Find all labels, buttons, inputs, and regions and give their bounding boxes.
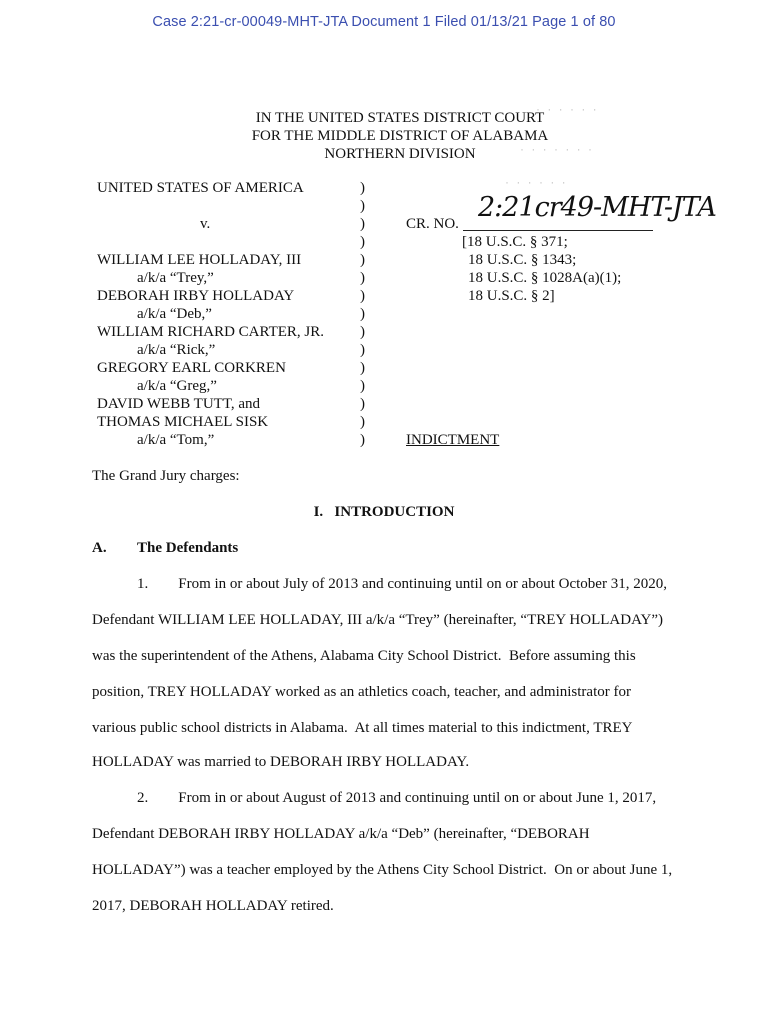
caption-versus: v. — [200, 216, 211, 232]
cr-number-underline — [463, 230, 653, 231]
paragraph-2-line: 2017, DEBORAH HOLLADAY retired. — [92, 898, 334, 914]
caption-paren: ) — [360, 252, 365, 268]
statute-citation: 18 U.S.C. § 2] — [468, 288, 555, 304]
caption-paren: ) — [360, 198, 365, 214]
subsection-letter: A. — [92, 540, 107, 556]
caption-paren: ) — [360, 306, 365, 322]
paragraph-2-line: Defendant DEBORAH IRBY HOLLADAY a/k/a “Deb” (hereinafter, “DEBORAH — [92, 826, 590, 842]
grand-jury-charges: The Grand Jury charges: — [92, 468, 240, 484]
paragraph-1-line: Defendant WILLIAM LEE HOLLADAY, III a/k/a “Trey” (hereinafter, “TREY HOLLADAY”) — [92, 612, 664, 628]
filing-stamp-mark: · · · · · · · — [520, 142, 594, 156]
caption-paren: ) — [360, 360, 365, 376]
caption-plaintiff: UNITED STATES OF AMERICA — [97, 180, 304, 196]
caption-paren: ) — [360, 270, 365, 286]
defendant-name: GREGORY EARL CORKREN — [97, 360, 286, 376]
court-line-2: FOR THE MIDDLE DISTRICT OF ALABAMA — [251, 128, 549, 144]
defendant-name: WILLIAM RICHARD CARTER, JR. — [97, 324, 325, 340]
defendant-name: DEBORAH IRBY HOLLADAY — [97, 288, 295, 304]
ecf-filing-header: Case 2:21-cr-00049-MHT-JTA Document 1 Filed 01/13/21 Page 1 of 80 — [152, 14, 616, 30]
paragraph-1-line: HOLLADAY was married to DEBORAH IRBY HOLLADAY. — [92, 754, 470, 770]
paragraph-1-line: various public school districts in Alabama. At all times material to this indictment, TREY — [92, 720, 633, 736]
defendant-name: WILLIAM LEE HOLLADAY, III — [97, 252, 302, 268]
court-heading — [200, 109, 600, 163]
handwritten-case-number: 2:21cr49-MHT-JTA — [478, 192, 716, 223]
document-type: INDICTMENT — [406, 432, 500, 448]
defendant-aka: a/k/a “Greg,” — [137, 378, 217, 394]
caption-paren: ) — [360, 234, 365, 250]
defendant-aka: a/k/a “Trey,” — [137, 270, 214, 286]
caption-paren: ) — [360, 396, 365, 412]
caption-paren: ) — [360, 288, 365, 304]
defendant-aka: a/k/a “Tom,” — [137, 432, 215, 448]
paragraph-1-line: position, TREY HOLLADAY worked as an athletics coach, teacher, and administrator for — [92, 684, 631, 700]
subsection-title: The Defendants — [137, 540, 239, 556]
paragraph-2-line: HOLLADAY”) was a teacher employed by the Athens City School District. On or about June 1, — [92, 862, 673, 878]
caption-paren: ) — [360, 216, 365, 232]
defendant-name: THOMAS MICHAEL SISK — [97, 414, 269, 430]
caption-paren: ) — [360, 342, 365, 358]
filing-stamp-mark: · · · · · · — [505, 175, 568, 189]
statute-citation: [18 U.S.C. § 371; — [462, 234, 568, 250]
paragraph-1-line: 1. From in or about July of 2013 and continuing until on or about October 31, 2020, — [137, 576, 667, 592]
section-heading: I. INTRODUCTION — [313, 504, 455, 520]
statute-citation: 18 U.S.C. § 1343; — [468, 252, 577, 268]
cr-no-label: CR. NO. — [406, 216, 459, 232]
defendant-aka: a/k/a “Rick,” — [137, 342, 216, 358]
filing-stamp-mark: · · · · · · — [536, 102, 599, 116]
caption-paren: ) — [360, 378, 365, 394]
defendant-name: DAVID WEBB TUTT, and — [97, 396, 261, 412]
court-line-3: NORTHERN DIVISION — [324, 146, 476, 162]
statute-citation: 18 U.S.C. § 1028A(a)(1); — [468, 270, 622, 286]
caption-paren: ) — [360, 180, 365, 196]
paragraph-2-line: 2. From in or about August of 2013 and continuing until on or about June 1, 2017, — [137, 790, 657, 806]
caption-paren: ) — [360, 432, 365, 448]
court-line-1: IN THE UNITED STATES DISTRICT COURT — [255, 110, 545, 126]
caption-paren: ) — [360, 324, 365, 340]
caption-paren: ) — [360, 414, 365, 430]
paragraph-1-line: was the superintendent of the Athens, Alabama City School District. Before assuming this — [92, 648, 636, 664]
defendant-aka: a/k/a “Deb,” — [137, 306, 212, 322]
